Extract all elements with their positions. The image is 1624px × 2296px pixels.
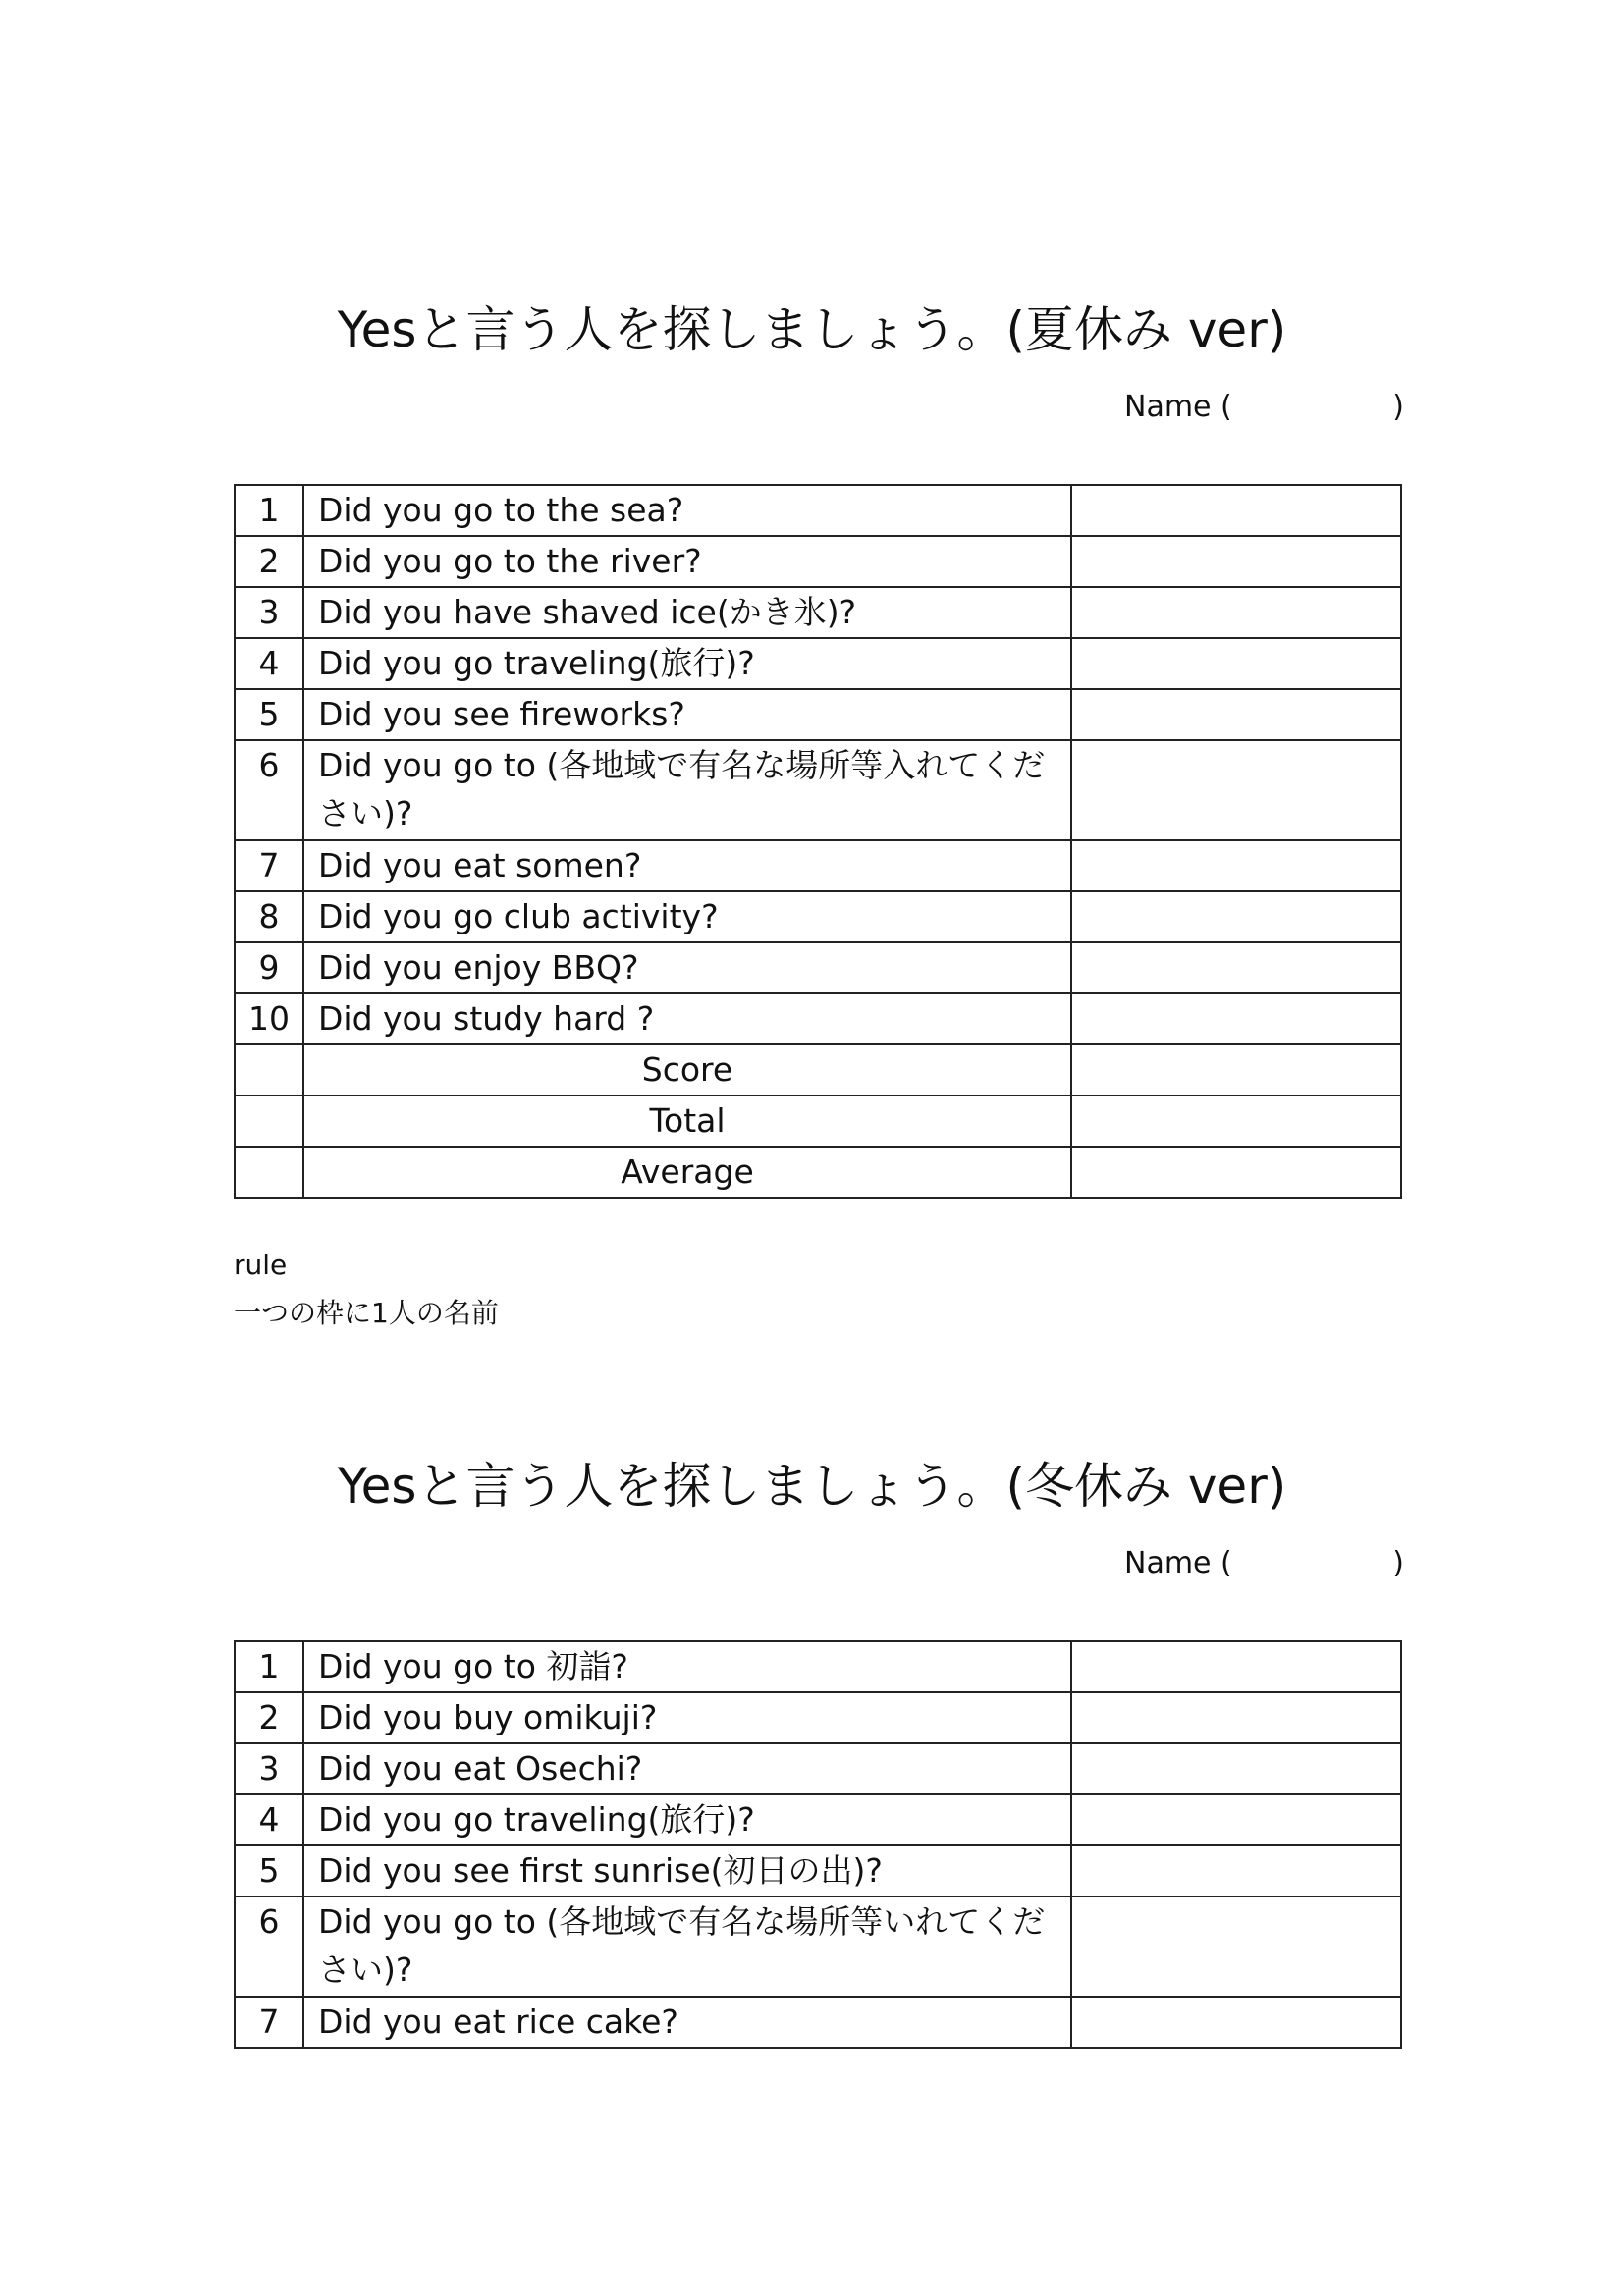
summer-name-field[interactable] <box>1124 388 1404 427</box>
rule-text: 一つの枠に1人の名前 <box>234 1297 499 1329</box>
table-row <box>235 1743 1401 1794</box>
row-number: 5 <box>235 689 303 740</box>
summer-name-label: Name ( <box>1124 390 1232 424</box>
row-number: 5 <box>235 1845 303 1896</box>
answer-cell[interactable] <box>1071 1845 1401 1896</box>
table-row <box>235 1997 1401 2048</box>
summer-name-close: ) <box>1392 390 1404 424</box>
summary-label: Average <box>303 1147 1071 1198</box>
row-number: 7 <box>235 1997 303 2048</box>
answer-cell[interactable] <box>1071 740 1401 840</box>
summary-label: Score <box>303 1044 1071 1095</box>
row-number: 4 <box>235 638 303 689</box>
table-row <box>235 587 1401 638</box>
answer-cell[interactable] <box>1071 638 1401 689</box>
question-text: Did you enjoy BBQ? <box>303 942 1071 993</box>
table-row <box>235 1641 1401 1692</box>
table-row <box>235 1845 1401 1896</box>
answer-cell[interactable] <box>1071 689 1401 740</box>
row-number: 9 <box>235 942 303 993</box>
question-text: Did you go traveling(旅行)? <box>303 638 1071 689</box>
answer-cell[interactable] <box>1071 536 1401 587</box>
score-cell[interactable] <box>1071 1044 1401 1095</box>
winter-name-close: ) <box>1392 1546 1404 1580</box>
table-row <box>235 1692 1401 1743</box>
row-number: 8 <box>235 891 303 942</box>
question-text: Did you go to the sea? <box>303 485 1071 536</box>
row-number: 7 <box>235 840 303 891</box>
row-number: 2 <box>235 1692 303 1743</box>
question-text: Did you go to 初詣? <box>303 1641 1071 1692</box>
summer-table <box>234 484 1402 1199</box>
answer-cell[interactable] <box>1071 891 1401 942</box>
row-number: 6 <box>235 1896 303 1997</box>
question-text: Did you eat rice cake? <box>303 1997 1071 2048</box>
question-text: Did you go to the river? <box>303 536 1071 587</box>
answer-cell[interactable] <box>1071 1794 1401 1845</box>
question-text: Did you eat somen? <box>303 840 1071 891</box>
winter-title: Yesと言う人を探しましょう。(冬休み ver) <box>337 1458 1287 1515</box>
answer-cell[interactable] <box>1071 587 1401 638</box>
summary-row-score <box>235 1044 1401 1095</box>
table-row <box>235 638 1401 689</box>
summer-title: Yesと言う人を探しましょう。(夏休み ver) <box>337 301 1287 358</box>
row-number: 1 <box>235 1641 303 1692</box>
table-row <box>235 1794 1401 1845</box>
answer-cell[interactable] <box>1071 942 1401 993</box>
table-row <box>235 993 1401 1044</box>
question-text: Did you go club activity? <box>303 891 1071 942</box>
question-text: Did you go traveling(旅行)? <box>303 1794 1071 1845</box>
question-text: Did you go to (各地域で有名な場所等入れてください)? <box>303 740 1071 840</box>
table-row <box>235 740 1401 840</box>
answer-cell[interactable] <box>1071 485 1401 536</box>
summary-row-total <box>235 1095 1401 1147</box>
question-text: Did you see first sunrise(初日の出)? <box>303 1845 1071 1896</box>
empty-number-cell <box>235 1095 303 1147</box>
question-text: Did you go to (各地域で有名な場所等いれてください)? <box>303 1896 1071 1997</box>
empty-number-cell <box>235 1044 303 1095</box>
answer-cell[interactable] <box>1071 993 1401 1044</box>
question-text: Did you see fireworks? <box>303 689 1071 740</box>
answer-cell[interactable] <box>1071 1641 1401 1692</box>
row-number: 3 <box>235 587 303 638</box>
table-row <box>235 1896 1401 1997</box>
question-text: Did you study hard ? <box>303 993 1071 1044</box>
table-row <box>235 485 1401 536</box>
answer-cell[interactable] <box>1071 1896 1401 1997</box>
empty-number-cell <box>235 1147 303 1198</box>
table-row <box>235 840 1401 891</box>
total-cell[interactable] <box>1071 1095 1401 1147</box>
answer-cell[interactable] <box>1071 1997 1401 2048</box>
rule-heading: rule <box>234 1249 288 1281</box>
table-row <box>235 536 1401 587</box>
row-number: 6 <box>235 740 303 840</box>
table-row <box>235 942 1401 993</box>
question-text: Did you eat Osechi? <box>303 1743 1071 1794</box>
average-cell[interactable] <box>1071 1147 1401 1198</box>
row-number: 2 <box>235 536 303 587</box>
row-number: 3 <box>235 1743 303 1794</box>
summary-label: Total <box>303 1095 1071 1147</box>
answer-cell[interactable] <box>1071 840 1401 891</box>
table-row <box>235 891 1401 942</box>
table-row <box>235 689 1401 740</box>
row-number: 1 <box>235 485 303 536</box>
question-text: Did you buy omikuji? <box>303 1692 1071 1743</box>
winter-name-field[interactable] <box>1124 1544 1404 1583</box>
row-number: 4 <box>235 1794 303 1845</box>
winter-table <box>234 1640 1402 2049</box>
summary-row-average <box>235 1147 1401 1198</box>
question-text: Did you have shaved ice(かき氷)? <box>303 587 1071 638</box>
winter-name-label: Name ( <box>1124 1546 1232 1580</box>
answer-cell[interactable] <box>1071 1743 1401 1794</box>
answer-cell[interactable] <box>1071 1692 1401 1743</box>
row-number: 10 <box>235 993 303 1044</box>
